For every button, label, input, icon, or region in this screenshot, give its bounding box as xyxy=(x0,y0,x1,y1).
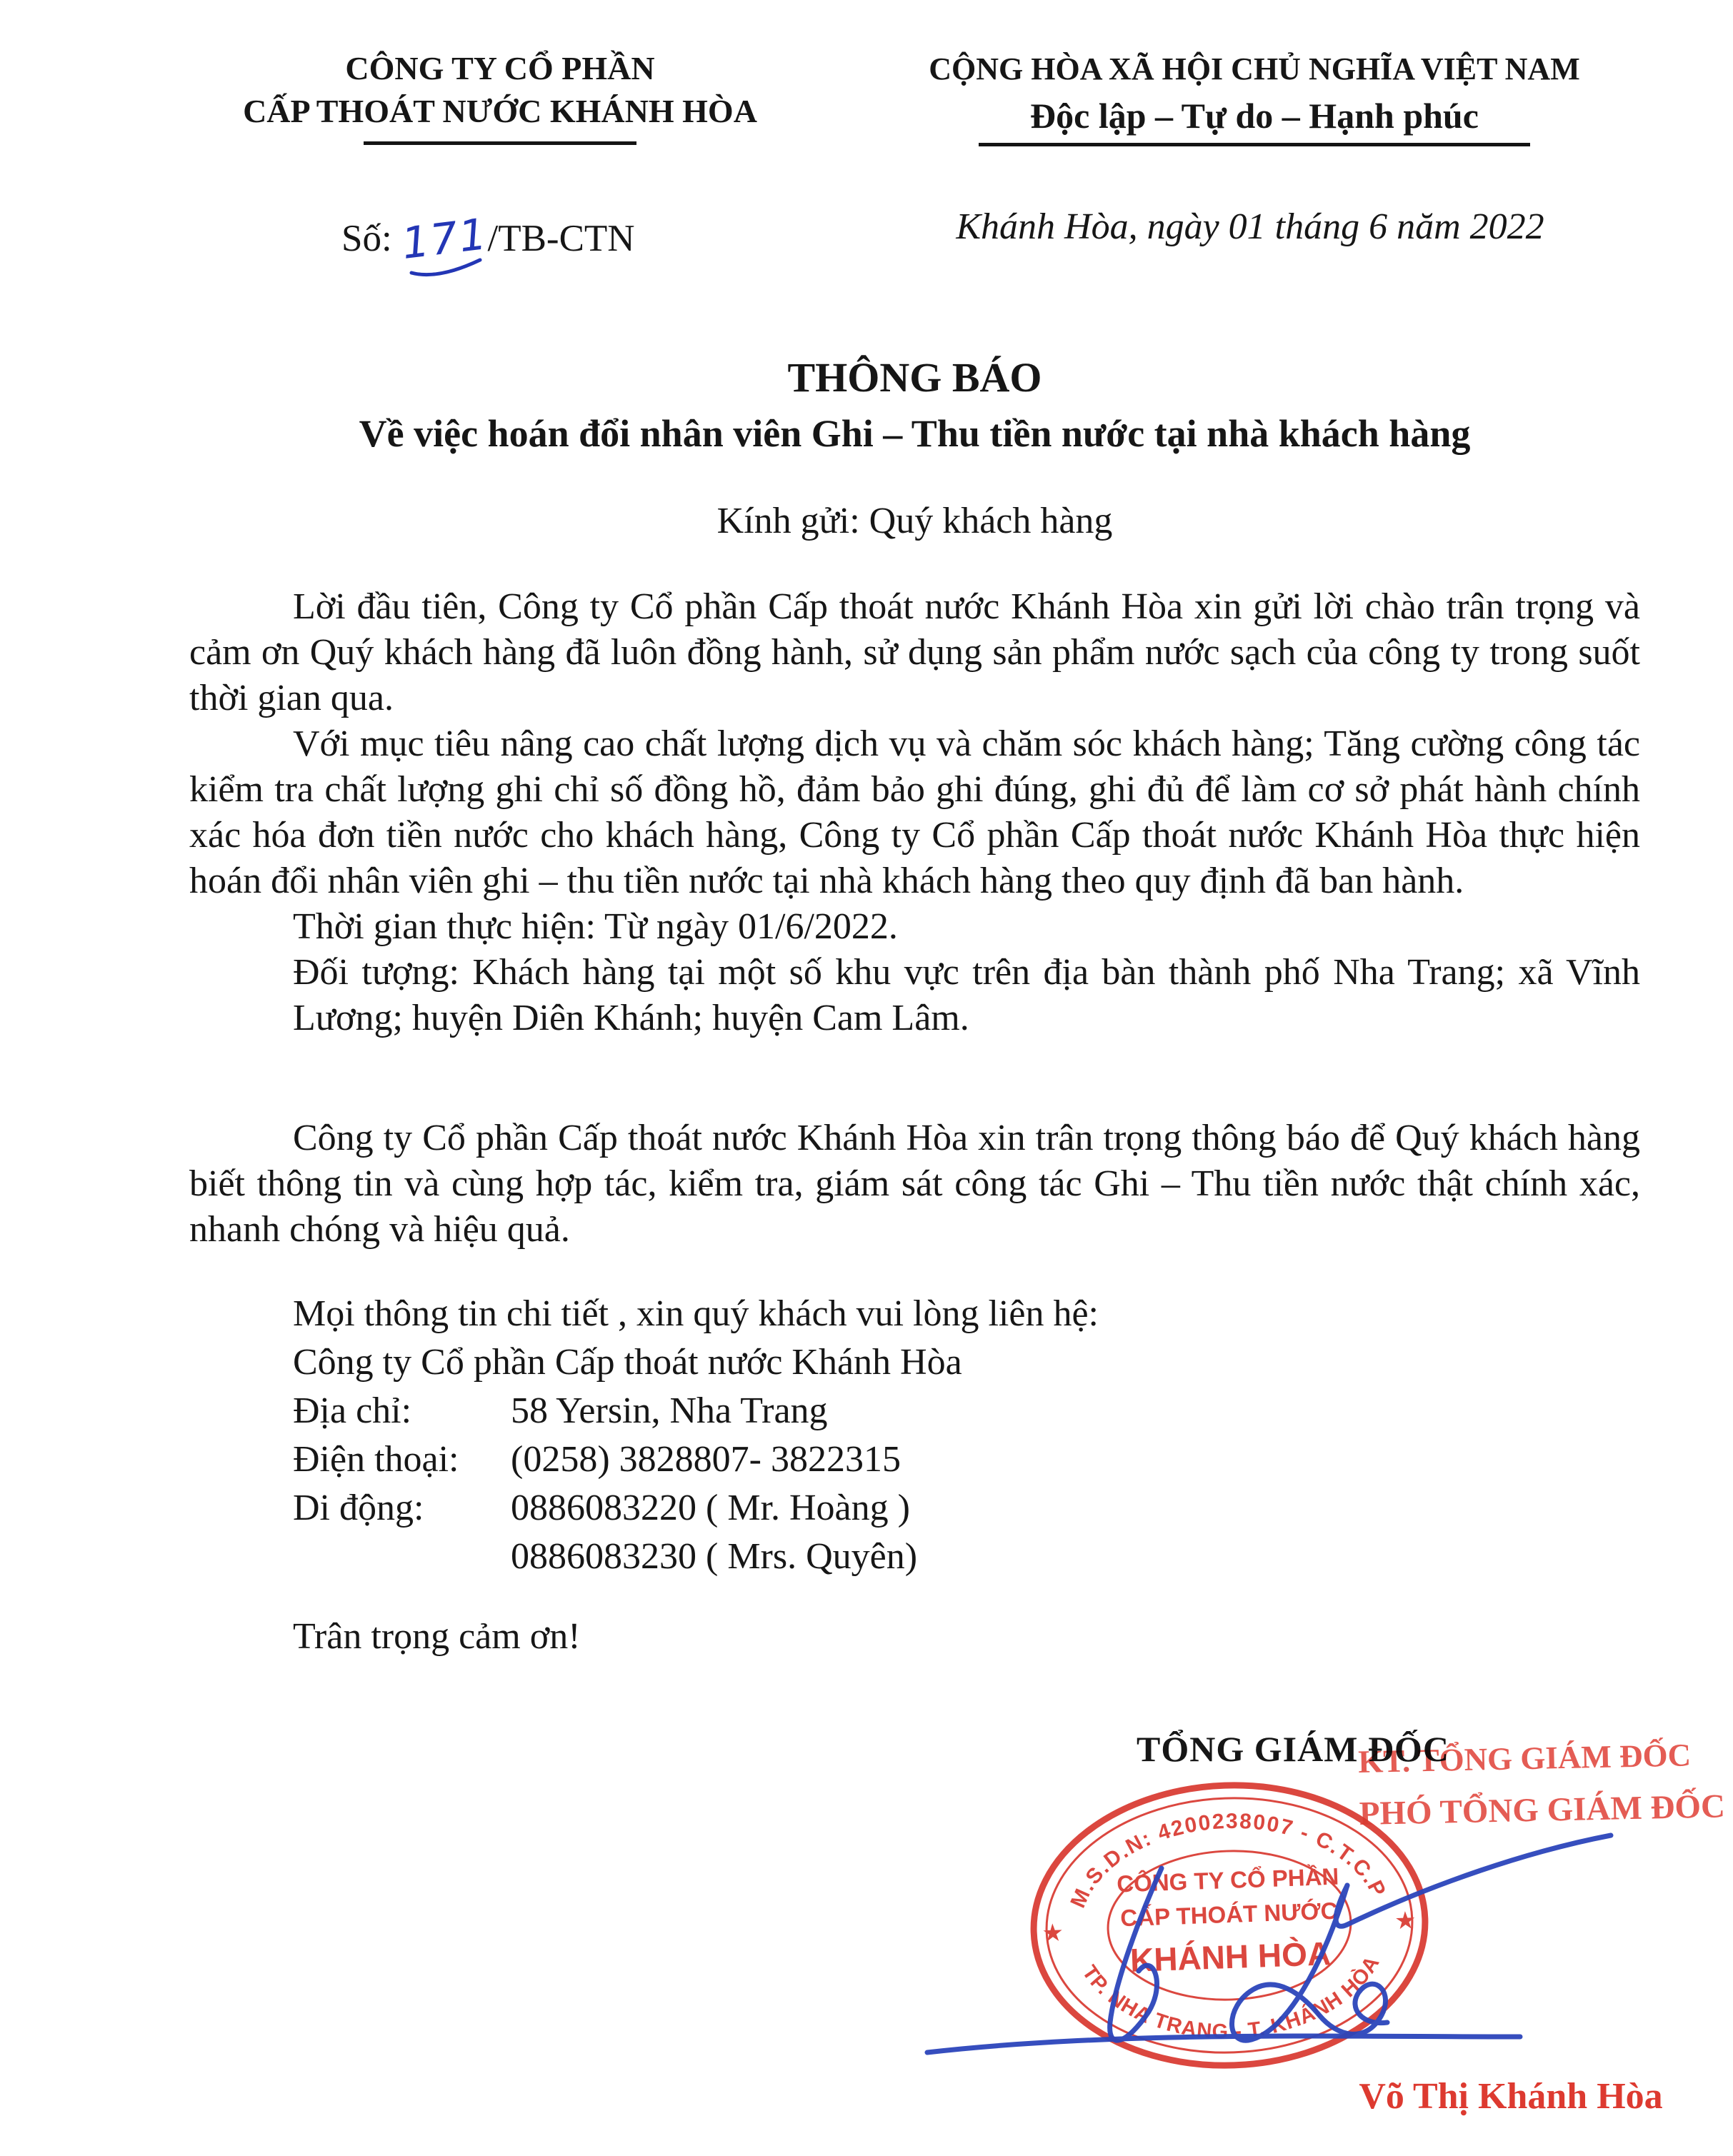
national-header xyxy=(854,50,1654,146)
contact-value-mobile1: 0886083220 ( Mr. Hoàng ) xyxy=(511,1488,910,1528)
paragraph-purpose: Với mục tiêu nâng cao chất lượng dịch vụ và chăm sóc khách hàng; Tăng cường công tác kiểm tra chất lượng ghi chỉ số đồng hồ, đảm bảo ghi đúng, ghi đủ để làm cơ sở phát hành chính xác hóa đơn tiền nước cho khách hàng, Công ty Cổ phần Cấp thoát nước Khánh Hòa thực hiện hoán đổi nhân viên ghi – thu tiền nước tại nhà khách hàng theo quy định đã ban hành. xyxy=(189,723,1640,901)
stamp-center-line2: CẤP THOÁT NƯỚC xyxy=(1119,1897,1339,1932)
ink-signature xyxy=(900,1800,1629,2107)
company-name-line1: CÔNG TY CỔ PHẦN xyxy=(345,50,655,86)
handwritten-swash xyxy=(406,256,491,280)
company-name-line2: CẤP THOÁT NƯỚC KHÁNH HÒA xyxy=(243,93,757,129)
contact-block xyxy=(189,1290,1640,1581)
stamp-center-line3: KHÁNH HÒA xyxy=(1129,1935,1332,1979)
stamp-star-right-icon: ★ xyxy=(1395,1908,1416,1933)
contact-row-mobile1 xyxy=(293,1484,1640,1533)
document-number xyxy=(341,209,635,270)
company-header xyxy=(136,47,864,145)
paragraphs-block xyxy=(189,584,1640,1253)
contact-label-phone: Điện thoại: xyxy=(293,1439,459,1480)
national-motto-line2: Độc lập – Tự do – Hạnh phúc xyxy=(1030,96,1479,136)
closing-thanks: Trân trọng cảm ơn! xyxy=(293,1616,581,1657)
contact-row-address xyxy=(293,1387,1640,1435)
document-subtitle: Về việc hoán đổi nhân viên Ghi – Thu tiền nước tại nhà khách hàng xyxy=(359,412,1471,455)
signature-flourish xyxy=(1336,1835,1611,1926)
signature-underline xyxy=(927,2036,1520,2052)
contact-label-mobile: Di động: xyxy=(293,1488,424,1528)
salutation: Kính gửi: Quý khách hàng xyxy=(716,501,1113,541)
stamp-arc-top-text: M.S.D.N: 4200238007 - C.T.C.P xyxy=(1066,1809,1391,1912)
document-number-prefix: Số: xyxy=(341,218,401,259)
contact-value-phone: (0258) 3828807- 3822315 xyxy=(511,1439,901,1480)
national-motto-line1: CỘNG HÒA XÃ HỘI CHỦ NGHĨA VIỆT NAM xyxy=(929,51,1580,86)
signature-loops xyxy=(1232,1885,1388,2040)
contact-label-address: Địa chỉ: xyxy=(293,1390,412,1431)
contact-label-empty xyxy=(293,1533,511,1581)
document-title: THÔNG BÁO xyxy=(787,354,1042,401)
handwritten-number: 171 xyxy=(399,209,491,270)
stamp-arc-bottom-text: TP. NHA TRANG - T. KHÁNH HÒA xyxy=(1077,1952,1384,2044)
contact-row-mobile2 xyxy=(293,1533,1640,1581)
paragraph-greeting: Lời đầu tiên, Công ty Cổ phần Cấp thoát nước Khánh Hòa xin gửi lời chào trân trọng và cảm ơn Quý khách hàng đã luôn đồng hành, sử dụng sản phẩm nước sạch của công ty trong suốt thời gian qua. xyxy=(189,586,1640,718)
header-right-underline xyxy=(979,143,1530,146)
stamp-star-left-icon: ★ xyxy=(1042,1921,1063,1946)
paragraph-notice: Công ty Cổ phần Cấp thoát nước Khánh Hòa xin trân trọng thông báo để Quý khách hàng biết thông tin và cùng hợp tác, kiểm tra, giám sát công tác Ghi – Thu tiền nước thật chính xác, nhanh chóng và hiệu quả. xyxy=(189,1118,1640,1250)
document-number-suffix: /TB-CTN xyxy=(487,218,635,259)
contact-intro: Mọi thông tin chi tiết , xin quý khách vui lòng liên hệ: xyxy=(293,1293,1099,1334)
paragraph-timeline: Thời gian thực hiện: Từ ngày 01/6/2022. xyxy=(293,906,898,947)
contact-company: Công ty Cổ phần Cấp thoát nước Khánh Hòa xyxy=(293,1342,962,1383)
overprint-kt-line: KT. TỔNG GIÁM ĐỐC xyxy=(1357,1737,1692,1780)
contact-value-mobile2: 0886083230 ( Mrs. Quyên) xyxy=(511,1536,918,1577)
paragraph-scope: Đối tượng: Khách hàng tại một số khu vực trên địa bàn thành phố Nha Trang; xã Vĩnh Lương; huyện Diên Khánh; huyện Cam Lâm. xyxy=(293,952,1640,1038)
signer-position-title: TỔNG GIÁM ĐỐC xyxy=(1137,1729,1449,1769)
signer-name: Võ Thị Khánh Hòa xyxy=(1359,2076,1663,2117)
contact-row-phone xyxy=(293,1435,1640,1484)
header-left-underline xyxy=(364,141,636,145)
place-date-line: Khánh Hòa, ngày 01 tháng 6 năm 2022 xyxy=(956,206,1544,247)
contact-value-address: 58 Yersin, Nha Trang xyxy=(511,1390,828,1431)
letter-body xyxy=(189,356,1640,1660)
signature-left-loop xyxy=(1110,1868,1162,2040)
handwritten-number-wrap xyxy=(399,209,491,270)
stamp-center-line1: CÔNG TY CỔ PHẦN xyxy=(1116,1862,1339,1897)
overprint-deputy-line: PHÓ TỔNG GIÁM ĐỐC xyxy=(1359,1788,1726,1833)
